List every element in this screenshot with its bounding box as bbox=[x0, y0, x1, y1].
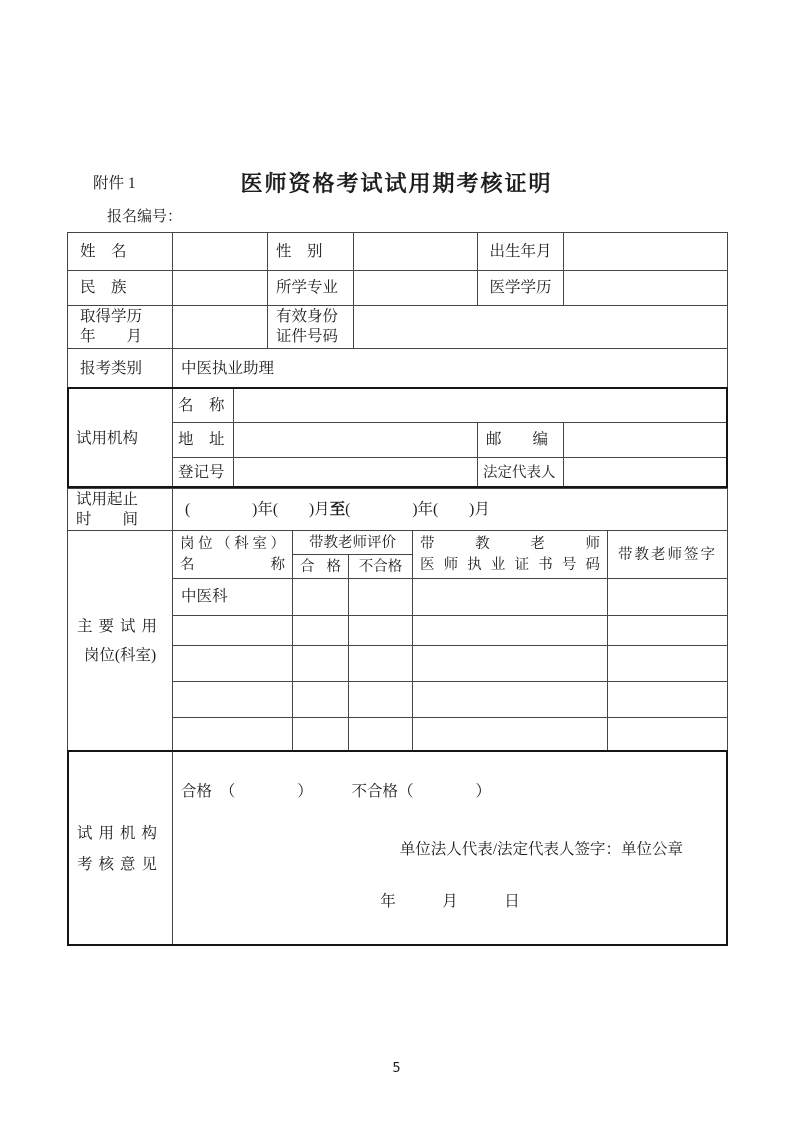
opinion-signature-line: 单位法人代表/法定代表人签字：单位公章 bbox=[399, 841, 683, 858]
pass-cell bbox=[292, 681, 348, 717]
department-value: 中医科 bbox=[181, 588, 228, 605]
name-value-cell bbox=[172, 232, 267, 270]
teacher-cert-header-line1: 带教老师 bbox=[420, 535, 600, 552]
column-header-department bbox=[172, 530, 292, 578]
fail-cell bbox=[348, 578, 412, 615]
registration-number-label: 报名编号： bbox=[107, 209, 183, 225]
exam-category-value-cell bbox=[172, 348, 727, 388]
org-legal-rep-label-cell bbox=[477, 457, 563, 488]
fail-cell bbox=[348, 645, 412, 681]
org-name-label: 名 称 bbox=[178, 396, 225, 414]
period-until: ( )年( )月 bbox=[345, 500, 490, 518]
certificate-form-table bbox=[67, 232, 728, 946]
org-postal-value-cell bbox=[563, 422, 727, 457]
major-label: 所学专业 bbox=[276, 279, 339, 296]
gender-label: 性 别 bbox=[276, 242, 323, 260]
org-address-label-cell bbox=[172, 422, 233, 457]
name-label: 姓 名 bbox=[80, 242, 127, 260]
period-label-line1: 试用起止 bbox=[76, 490, 139, 508]
teacher-signature-cell bbox=[607, 717, 727, 751]
org-legal-rep-value-cell bbox=[563, 457, 727, 488]
pass-cell bbox=[292, 717, 348, 751]
exam-category-label: 报考类别 bbox=[80, 359, 143, 377]
graduation-date-label-cell bbox=[67, 305, 172, 348]
page-number: 5 bbox=[392, 1061, 401, 1076]
column-header-teacher-cert bbox=[412, 530, 607, 578]
page-title: 医师资格考试试用期考核证明 bbox=[240, 172, 553, 197]
department-cell bbox=[172, 615, 292, 645]
pass-cell bbox=[292, 615, 348, 645]
opinion-result-line: 合格 （ ） 不合格（ ） bbox=[181, 783, 492, 800]
departments-section-label-line1: 主要试用 bbox=[76, 618, 163, 635]
period-from: ( )年( )月 bbox=[185, 500, 330, 518]
pass-label: 合格 bbox=[300, 558, 341, 575]
teacher-cert-cell bbox=[412, 615, 607, 645]
org-legal-rep-label: 法定代表人 bbox=[483, 465, 556, 481]
column-header-evaluation bbox=[292, 530, 412, 554]
graduation-date-label-line1: 取得学历 bbox=[80, 308, 143, 325]
opinion-section-label-line2: 考核意见 bbox=[76, 855, 163, 873]
ethnicity-label-cell bbox=[67, 270, 172, 305]
teacher-cert-cell bbox=[412, 681, 607, 717]
teacher-signature-cell bbox=[607, 645, 727, 681]
department-cell bbox=[172, 681, 292, 717]
education-label-cell bbox=[477, 270, 563, 305]
org-section-label-cell bbox=[67, 388, 172, 488]
gender-value-cell bbox=[353, 232, 477, 270]
opinion-content-cell bbox=[172, 751, 727, 945]
teacher-signature-header-label: 带教老师签字 bbox=[618, 546, 717, 563]
id-number-label-line1: 有效身份 bbox=[276, 308, 339, 325]
education-value-cell bbox=[563, 270, 727, 305]
opinion-section-label-line1: 试用机构 bbox=[76, 824, 163, 842]
org-name-value-cell bbox=[233, 388, 727, 422]
exam-category-value: 中医执业助理 bbox=[181, 359, 275, 377]
org-postal-label-cell bbox=[477, 422, 563, 457]
teacher-cert-cell bbox=[412, 717, 607, 751]
id-number-label-line2: 证件号码 bbox=[276, 328, 339, 345]
ethnicity-value-cell bbox=[172, 270, 267, 305]
birth-value-cell bbox=[563, 232, 727, 270]
attachment-label: 附件 1 bbox=[93, 175, 136, 192]
teacher-cert-header-line2: 医师执业证书号码 bbox=[420, 556, 600, 573]
department-cell bbox=[172, 717, 292, 751]
teacher-cert-cell bbox=[412, 645, 607, 681]
department-cell bbox=[172, 645, 292, 681]
ethnicity-label: 民 族 bbox=[80, 279, 127, 296]
fail-label: 不合格 bbox=[358, 558, 403, 575]
org-address-value-cell bbox=[233, 422, 477, 457]
period-value-cell bbox=[172, 488, 727, 530]
exam-category-label-cell bbox=[67, 348, 172, 388]
pass-cell bbox=[292, 578, 348, 615]
fail-cell bbox=[348, 615, 412, 645]
departments-section-label-cell bbox=[67, 530, 172, 751]
org-postal-label: 邮 编 bbox=[486, 431, 549, 448]
education-label: 医学学历 bbox=[489, 279, 552, 296]
fail-cell bbox=[348, 717, 412, 751]
period-label-cell bbox=[67, 488, 172, 530]
birth-label-cell bbox=[477, 232, 563, 270]
pass-cell bbox=[292, 645, 348, 681]
departments-section-label-line2: 岗位(科室) bbox=[83, 647, 157, 664]
gender-label-cell bbox=[267, 232, 353, 270]
opinion-date-line: 年 月 日 bbox=[380, 893, 520, 910]
evaluation-header-label: 带教老师评价 bbox=[309, 534, 396, 551]
org-regno-value-cell bbox=[233, 457, 477, 488]
period-to-word: 至 bbox=[329, 500, 346, 518]
teacher-cert-cell bbox=[412, 578, 607, 615]
graduation-date-value-cell bbox=[172, 305, 267, 348]
opinion-section-label-cell bbox=[67, 751, 172, 945]
department-cell bbox=[172, 578, 292, 615]
org-address-label: 地 址 bbox=[178, 431, 225, 448]
org-regno-label: 登记号 bbox=[178, 464, 225, 481]
column-header-department-line1: 岗位（科室） bbox=[180, 535, 285, 552]
id-number-value-cell bbox=[353, 305, 727, 348]
name-label-cell bbox=[67, 232, 172, 270]
major-value-cell bbox=[353, 270, 477, 305]
graduation-date-label-line2: 年 月 bbox=[80, 328, 143, 345]
column-header-fail bbox=[348, 554, 412, 578]
org-name-label-cell bbox=[172, 388, 233, 422]
org-section-label: 试用机构 bbox=[76, 429, 139, 447]
teacher-signature-cell bbox=[607, 578, 727, 615]
major-label-cell bbox=[267, 270, 353, 305]
fail-cell bbox=[348, 681, 412, 717]
column-header-pass bbox=[292, 554, 348, 578]
teacher-signature-cell bbox=[607, 681, 727, 717]
column-header-department-line2: 名称 bbox=[180, 556, 285, 573]
id-number-label-cell bbox=[267, 305, 353, 348]
period-label-line2: 时 间 bbox=[76, 510, 139, 528]
birth-label: 出生年月 bbox=[489, 242, 552, 260]
teacher-signature-cell bbox=[607, 615, 727, 645]
org-regno-label-cell bbox=[172, 457, 233, 488]
column-header-teacher-signature bbox=[607, 530, 727, 578]
